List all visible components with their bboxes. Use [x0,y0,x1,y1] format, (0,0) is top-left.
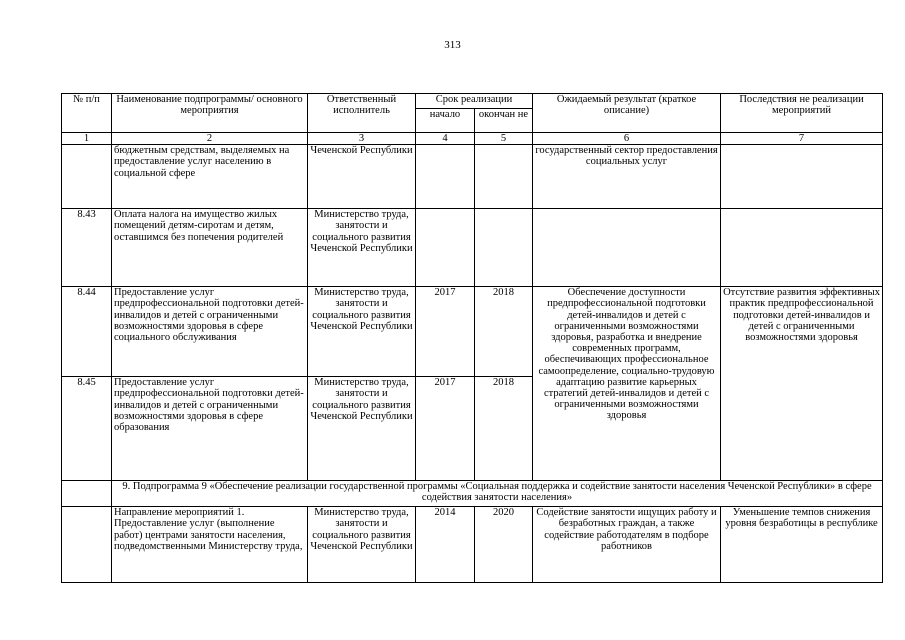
row-start [416,209,475,287]
row-start: 2014 [416,507,475,583]
table-row [62,145,883,209]
row-start: 2017 [416,377,475,481]
row-result [533,209,721,287]
row-end: 2020 [475,507,533,583]
col-number-7: 7 [721,133,883,145]
row-name: Предоставление услуг предпрофессиональной подготовки детей-инвалидов и детей с ограниченными возможностями здоровья в сфере социального обслуживания [112,287,308,377]
row-num: 8.44 [62,287,112,377]
row-consequences: Отсутствие развития эффективных практик предпрофессиональной подготовки детей-инвалидов и детей с ограниченными возможностями здоровья [721,287,883,481]
subprogram-row [62,481,883,507]
subprogram-title: 9. Подпрограмма 9 «Обеспечение реализации государственной программы «Социальная поддержка и содействие занятости населения Чеченской Республики» в сфере содействия занятости населения» [112,481,883,507]
header-result: Ожидаемый результат (краткое описание) [533,94,721,133]
col-number-5: 5 [475,133,533,145]
header-consequences: Последствия не реализации мероприятий [721,94,883,133]
header-executor: Ответственный исполнитель [308,94,416,133]
row-end [475,209,533,287]
page-number: 313 [444,39,461,51]
row-end: 2018 [475,287,533,377]
row-name: Направление мероприятий 1. Предоставление услуг (выполнение работ) центрами занятости населения, подведомственными Министерству труда, [112,507,308,583]
row-executor: Чеченской Республики [308,145,416,209]
row-executor: Министерство труда, занятости и социального развития Чеченской Республики [308,507,416,583]
table-row [62,507,883,583]
header-end: окончан не [475,109,533,133]
row-consequences: Уменьшение темпов снижения уровня безработицы в республике [721,507,883,583]
row-num [62,507,112,583]
row-executor: Министерство труда, занятости и социального развития Чеченской Республики [308,209,416,287]
table-row [62,287,883,377]
row-num [62,145,112,209]
row-executor: Министерство труда, занятости и социального развития Чеченской Республики [308,377,416,481]
row-name: Оплата налога на имущество жилых помещений детям-сиротам и детям, оставшимся без попечения родителей [112,209,308,287]
col-number-4: 4 [416,133,475,145]
header-num: № п/п [62,94,112,133]
row-executor: Министерство труда, занятости и социального развития Чеченской Республики [308,287,416,377]
row-start [416,145,475,209]
header-start: начало [416,109,475,133]
row-end: 2018 [475,377,533,481]
col-number-1: 1 [62,133,112,145]
row-consequences [721,145,883,209]
row-num: 8.45 [62,377,112,481]
col-number-6: 6 [533,133,721,145]
row-result: государственный сектор предоставления социальных услуг [533,145,721,209]
header-period: Срок реализации [416,94,533,109]
row-start: 2017 [416,287,475,377]
row-result: Содействие занятости ищущих работу и безработных граждан, а также содействие работодателям в подборе работников [533,507,721,583]
header-name: Наименование подпрограммы/ основного мероприятия [112,94,308,133]
row-num: 8.43 [62,209,112,287]
row-consequences [721,209,883,287]
row-end [475,145,533,209]
row-name: Предоставление услуг предпрофессиональной подготовки детей-инвалидов и детей с ограниченными возможностями здоровья в сфере образования [112,377,308,481]
col-number-3: 3 [308,133,416,145]
program-table [61,93,883,583]
col-number-2: 2 [112,133,308,145]
row-result: Обеспечение доступности предпрофессиональной подготовки детей-инвалидов и детей с ограниченными возможностями здоровья, разработка и внедрение современных программ, обеспечивающих профессиональное самоопределение, социально-трудовую адаптацию развитие карьерных стратегий детей-инвалидов и детей с ограниченными возможностями здоровья [533,287,721,481]
row-name: бюджетным средствам, выделяемых на предоставление услуг населению в социальной сфере [112,145,308,209]
table-row [62,209,883,287]
